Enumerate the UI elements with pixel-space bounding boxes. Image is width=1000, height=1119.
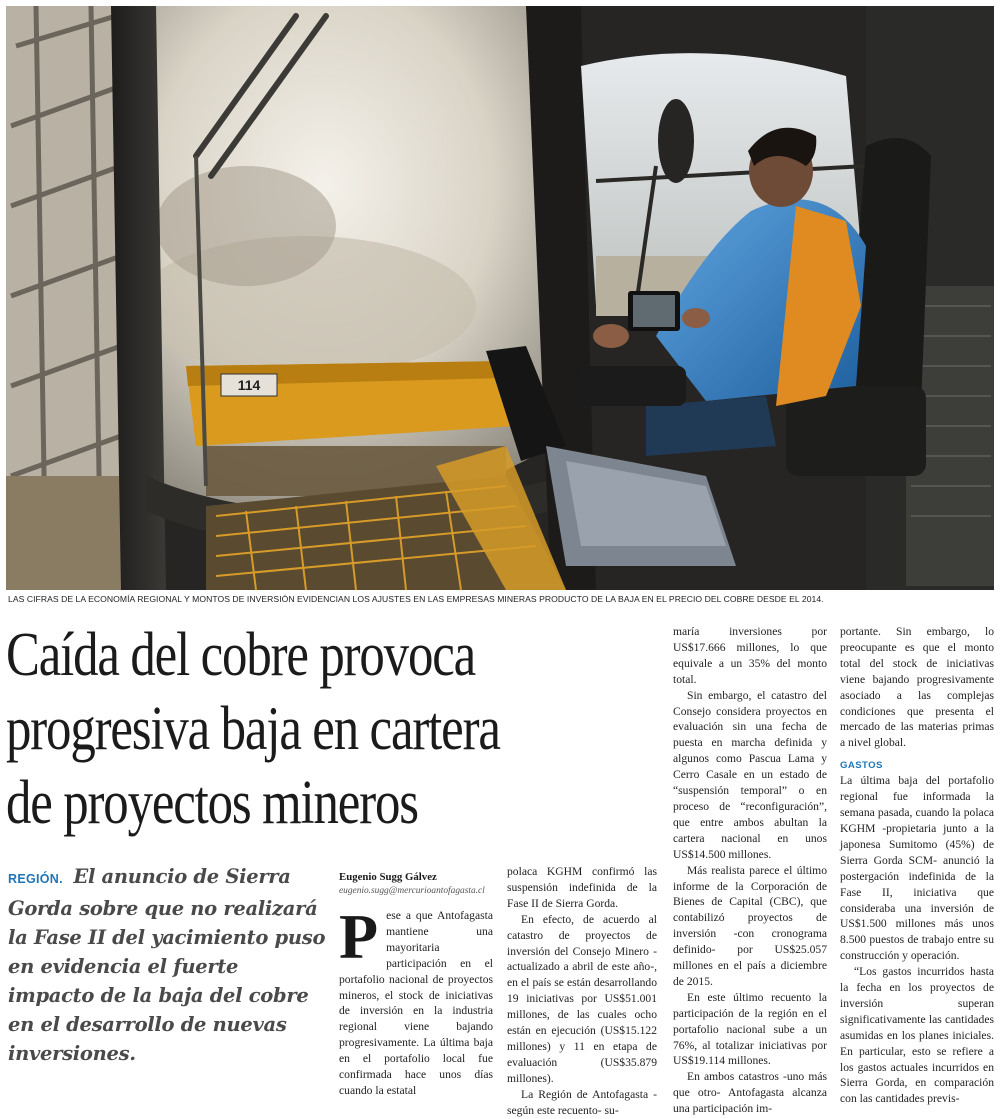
body-paragraph: maría inversiones por US$17.666 millones, lo que equivale a un 35% del monto total.: [673, 625, 827, 686]
body-paragraph: polaca KGHM confirmó las suspensión indefinida de la Fase II de Sierra Gorda.: [507, 865, 657, 910]
region-kicker: REGIÓN.: [8, 872, 63, 886]
body-paragraph: En ambos catastros -uno más que otro- Antofagasta alcanza una participación im-: [673, 1070, 827, 1116]
body-paragraph: En efecto, de acuerdo al catastro de proyectos de inversión del Consejo Minero -actualizado a abril de este año-, en el país se están desarrollando 19 iniciativas por US$51.001 millones, de las cuales ocho están en ejecución (US$15.122 millones) y 11 en etapa de evaluación (US$35.879 millones).: [507, 912, 657, 1085]
body-paragraph: “Los gastos incurridos hasta la fecha en los proyectos de inversión superan significativamente las cantidades asumidas en los planes iniciales. En particular, esto se refiere a los gastos actuales incurridos en Sierra Gorda, en comparación con las cantidades previs-: [840, 965, 994, 1106]
body-column-4: [840, 624, 994, 1107]
body-paragraph: La Región de Antofagasta -según este recuento- su-: [507, 1087, 657, 1117]
headline-line-3: de proyectos mineros: [6, 769, 418, 837]
body-paragraph: Sin embargo, el catastro del Consejo considera proyectos en evaluación sin una fecha de puesta en marcha definida y algunos como Pascua Lama y Cerro Casale en un estado de “suspensión temporal” o en proceso de “reconfiguración”, que entre ambos abultan la cartera nacional en unos US$14.500 millones.: [673, 688, 827, 861]
headline-line-1: Caída del cobre provoca: [6, 621, 476, 689]
drop-cap: P: [339, 901, 379, 972]
lead-paragraph: [8, 862, 330, 1068]
article-photo: [6, 6, 994, 590]
truck-number: 114: [237, 377, 261, 393]
section-subhead: GASTOS: [840, 760, 883, 772]
mining-cab-photo: [6, 6, 994, 590]
lead-text: El anuncio de Sierra Gorda sobre que no realizará la Fase II del yacimiento puso en evidencia el fuerte impacto de la baja del cobre en el desarrollo de nuevas inversiones.: [8, 865, 326, 1065]
body-paragraph: portante. Sin embargo, lo preocupante es que el monto total del stock de iniciativas viene bajando progresivamente asociado a las complejas condiciones que presenta el mercado de las materias primas a nivel global.: [840, 625, 994, 750]
body-paragraph: Más realista parece el último informe de la Corporación de Bienes de Capital (CBC), que contabilizó proyectos de inversión -con cronograma definido- por US$25.057 millones en el país a diciembre de 2015.: [673, 863, 827, 988]
body-paragraph: En este último recuento la participación de la región en el portafolio nacional sube a un 76%, al totalizar iniciativas por US$19.114 millones.: [673, 990, 827, 1068]
body-paragraph: La última baja del portafolio regional fue informada la semana pasada, cuando la polaca KGHM -propietaria junto a la japonesa Sumitomo (45%) de Sierra Gorda SCM- anunció la postergación indefinida de la Fase II, iniciativa que consideraba una inversión de US$1.500 millones más unos 8.500 puestos de trabajo entre su construcción y operación.: [840, 774, 994, 963]
photo-caption: LAS CIFRAS DE LA ECONOMÍA REGIONAL Y MONTOS DE INVERSIÓN EVIDENCIAN LOS AJUSTES EN LAS EMPRESAS MINERAS PRODUCTO DE LA BAJA EN EL PRECIO DEL COBRE DESDE EL 2014.: [8, 594, 824, 604]
paragraph-text: ese a que Antofagasta mantiene una mayoritaria participación en el portafolio nacional de proyectos mineros, el stock de iniciativas de inversión en la industria regional viene bajando progresivamente. La última baja en el portafolio local fue confirmada hace unos días cuando la estatal: [339, 909, 493, 1097]
body-column-1: [339, 870, 493, 1099]
headline: [6, 618, 662, 840]
byline-author: Eugenio Sugg Gálvez: [339, 871, 437, 883]
body-paragraph: [339, 901, 493, 1099]
headline-line-2: progresiva baja en cartera: [6, 695, 500, 763]
byline-email[interactable]: eugenio.sugg@mercurioantofagasta.cl: [339, 886, 485, 896]
body-column-3: [673, 624, 827, 1117]
body-column-2: [507, 864, 657, 1119]
